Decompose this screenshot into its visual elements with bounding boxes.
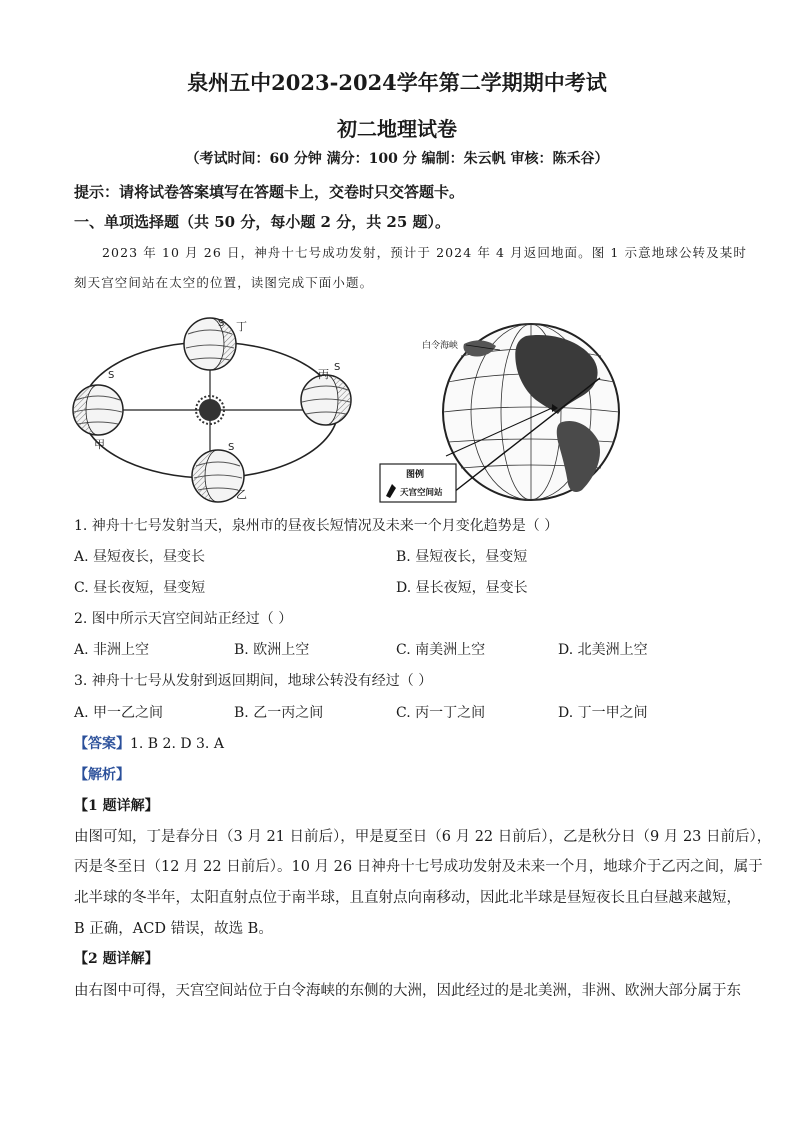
label-ding: 丁 (236, 320, 247, 333)
answer-label: 【答案】 (74, 736, 130, 752)
legend-item-label: 天宫空间站 (400, 488, 443, 498)
sun-icon (196, 396, 224, 424)
question-1-stem: 1. 神舟十七号发射当天，泉州市的昼夜长短情况及未来一个月变化趋势是（ ） (74, 518, 559, 534)
q1-option-a: A. 昼短夜长，昼变长 (74, 549, 206, 565)
detail-2-label: 【2 题详解】 (74, 951, 159, 967)
label-yi: 乙 (236, 488, 247, 501)
answer-text: 1. B 2. D 3. A (130, 736, 224, 752)
question-3-stem: 3. 神舟十七号从发射到返回期间，地球公转没有经过（ ） (74, 673, 433, 689)
q2-option-d: D. 北美洲上空 (558, 642, 648, 658)
label-bing: 丙 (318, 368, 329, 381)
q3-option-d: D. 丁一甲之间 (558, 705, 648, 721)
q3-option-a: A. 甲一乙之间 (74, 705, 164, 721)
notice: 提示：请将试卷答案填写在答题卡上，交卷时只交答题卡。 (74, 183, 465, 201)
q3-option-c: C. 丙一丁之间 (396, 705, 486, 721)
earth-revolution-diagram (68, 312, 368, 508)
legend-title: 图例 (406, 470, 425, 480)
section-heading: 一、单项选择题（共 50 分，每小题 2 分，共 25 题）。 (74, 213, 451, 231)
axis-symbol-bing: S (334, 362, 341, 373)
q2-option-b: B. 欧洲上空 (234, 642, 310, 658)
q3-option-b: B. 乙一丙之间 (234, 705, 324, 721)
earth-bing-icon (301, 375, 351, 425)
detail-1-label: 【1 题详解】 (74, 798, 159, 814)
exam-title: 泉州五中2023-2024学年第二学期期中考试 (187, 70, 607, 95)
earth-ding-icon (184, 318, 236, 370)
detail-1-line-3: 北半球的冬半年，太阳直射点位于南半球，且直射点向南移动，因此北半球是昼短夜长且白昼越来越短， (74, 890, 741, 906)
analysis-label: 【解析】 (74, 767, 130, 783)
exam-subtitle: 初二地理试卷 (337, 117, 457, 141)
label-jia: 甲 (94, 438, 105, 451)
detail-1-line-1: 由图可知，丁是春分日（3 月 21 日前后），甲是夏至日（6 月 22 日前后），乙是秋分日（9 月 23 日前后）， (74, 829, 772, 845)
q1-option-d: D. 昼长夜短，昼变长 (396, 580, 528, 596)
axis-symbol-yi: S (228, 442, 235, 453)
detail-1-line-2: 丙是冬至日（12 月 22 日前后）。10 月 26 日神舟十七号成功发射及未来一个月，地球介于乙丙之间，属于 (74, 859, 763, 875)
globe-space-station-map (376, 316, 626, 506)
earth-jia-icon (73, 385, 123, 435)
detail-2-line-1: 由右图中可得，天宫空间站位于白令海峡的东侧的大洲，因此经过的是北美洲，非洲、欧洲大部分属于东 (74, 983, 741, 999)
bering-strait-label: 白令海峡 (422, 341, 459, 351)
intro-line-2: 刻天宫空间站在太空的位置，读图完成下面小题。 (74, 275, 374, 290)
exam-info: （考试时间：60 分钟 满分：100 分 编制：朱云帆 审核：陈禾谷） (185, 151, 609, 167)
q1-option-b: B. 昼短夜长，昼变短 (396, 549, 528, 565)
q1-option-c: C. 昼长夜短，昼变短 (74, 580, 206, 596)
question-2-stem: 2. 图中所示天宫空间站正经过（ ） (74, 611, 293, 627)
answer-line (74, 733, 224, 753)
q2-option-c: C. 南美洲上空 (396, 642, 486, 658)
detail-1-line-4: B 正确，ACD 错误，故选 B。 (74, 921, 273, 937)
axis-symbol-jia: S (108, 370, 115, 381)
axis-symbol-ding: S (218, 318, 225, 329)
intro-line-1: 2023 年 10 月 26 日，神舟十七号成功发射，预计于 2024 年 4 月返回地面。图 1 示意地球公转及某时 (102, 245, 747, 260)
legend-box (380, 464, 456, 502)
q2-option-a: A. 非洲上空 (74, 642, 150, 658)
